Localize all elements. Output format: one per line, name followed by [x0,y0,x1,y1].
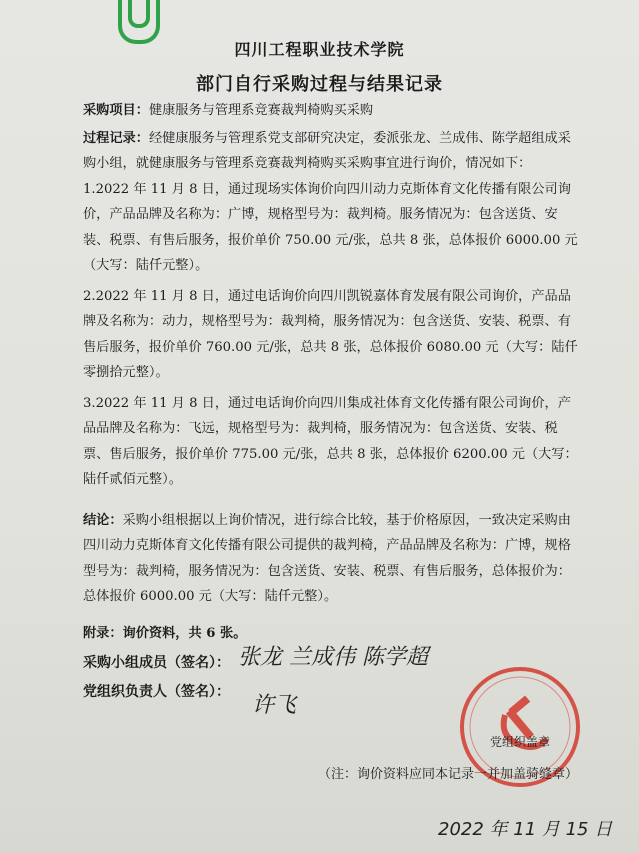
seal-caption: 党组织盖章 [490,735,551,749]
members-signature: 张龙 兰成伟 陈学超 [238,645,428,670]
project-value: 健康服务与管理系竞赛裁判椅购买采购 [148,103,374,118]
process-item-3: 3.2022 年 11 月 8 日，通过电话询价向四川集成社体育文化传播有限公司询价，产品品牌及名称为：飞远，规格型号为：裁判椅，服务情况为：包含送货、安装、税票、售后服务，报价单价 775.00 元/张，总共 8 张，总体报价 6200.00 元（大写：陆仟贰佰元整）。 [83,396,578,488]
conclusion-text: 采购小组根据以上询价情况，进行综合比较，基于价格原因，一致决定采购由四川动力克斯体育文化传播有限公司提供的裁判椅，产品品牌及名称为：广博，规格型号为：裁判椅，服务情况为：包含送货、安装、税票、有售后服务，总体报价为：总体报价 6000.00 元（大写：陆仟元整）。 [83,513,571,605]
conclusion-label: 结论： [83,513,123,528]
project-label: 采购项目： [83,103,149,118]
leader-sign-label: 党组织负责人（签名）： [83,684,230,700]
sign-date: 2022 年 11 月 15 日 [438,819,613,840]
process-item-2: 2.2022 年 11 月 8 日，通过电话询价向四川凯锐嘉体育发展有限公司询价，产品品牌及名称为：动力，规格型号为：裁判椅，服务情况为：包含送货、安装、税票、有售后服务，报价单价 760.00 元/张，总共 8 张，总体报价 6080.00 元（大写：陆仟零捌拾元整）。 [83,289,578,381]
process-intro [83,126,583,177]
conclusion [83,508,583,610]
note: （注：询价资料应同本记录一并加盖骑缝章） [318,767,579,782]
members-sign-label: 采购小组成员（签名）： [83,655,230,671]
school-name: 四川工程职业技术学院 [234,40,405,59]
project-line [83,98,583,123]
attachment: 附录：询价资料，共 6 张。 [83,626,247,641]
document-title: 部门自行采购过程与结果记录 [196,74,443,95]
process-item-1: 1.2022 年 11 月 8 日，通过现场实体询价向四川动力克斯体育文化传播有限公司询价，产品品牌及名称为：广博，规格型号为：裁判椅。服务情况为：包含送货、安装、税票、有售后服务，报价单价 750.00 元/张，总共 8 张，总体报价 6000.00 元（大写：陆仟元整）。 [83,182,578,274]
process-label: 过程记录： [83,131,149,146]
process-intro-text: 经健康服务与管理系党支部研究决定，委派张龙、兰成伟、陈学超组成采购小组，就健康服务与管理系竞赛裁判椅购买采购事宜进行询价，情况如下： [83,131,571,172]
leader-signature: 许飞 [252,693,297,718]
